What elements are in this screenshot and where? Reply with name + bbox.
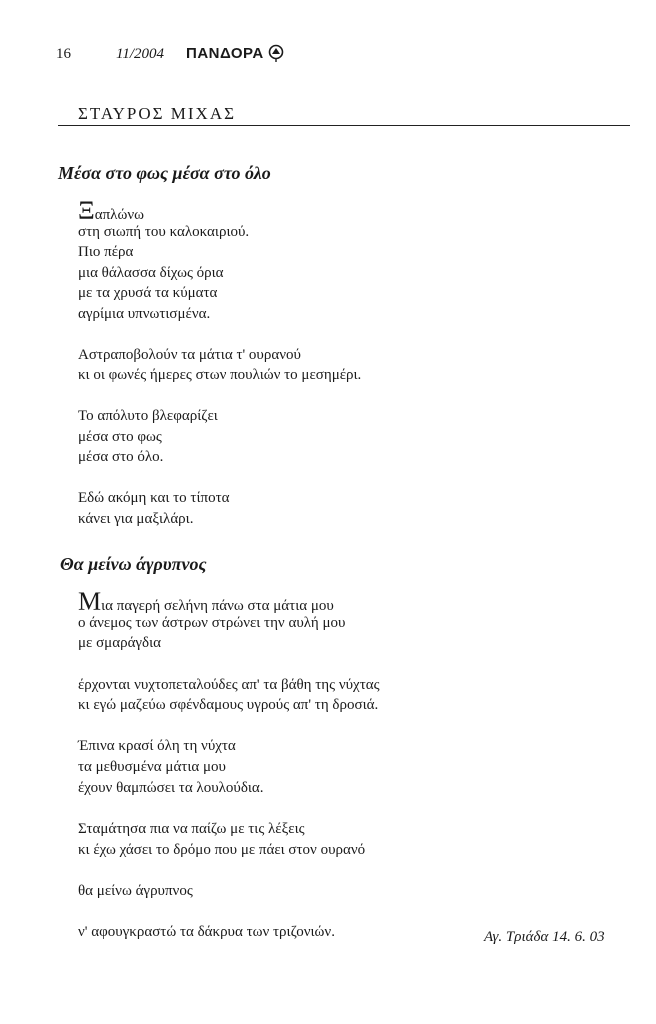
poem-body (78, 587, 380, 943)
stanza-break (78, 716, 380, 737)
stanza-break (78, 860, 380, 881)
poem-line: Ξαπλώνω (78, 196, 144, 225)
poem-line: Σταμάτησα πια να παίζω με τις λέξεις (78, 821, 305, 837)
poem-line: Αστραποβολούν τα μάτια τ' ουρανού (78, 346, 301, 363)
stanza-break (78, 799, 380, 820)
poem-line: μέσα στο όλο. (78, 449, 164, 465)
poem-line: θα μείνω άγρυπνος (78, 882, 193, 899)
poem-line: αγρίμια υπνωτισμένα. (78, 305, 211, 322)
page-number: 16 (56, 46, 71, 62)
poem-line: στη σιωπή του καλοκαιριού. (78, 223, 250, 240)
stanza-break (78, 654, 380, 675)
header-divider (58, 125, 630, 126)
poem-line: με τα χρυσά τα κύματα (78, 285, 218, 301)
page-header (56, 40, 456, 70)
poem-line: Το απόλυτο βλεφαρίζει (78, 408, 218, 424)
author-name: ΣΤΑΥΡΟΣ ΜΙΧΑΣ (78, 104, 236, 123)
poem-line: μια θάλασσα δίχως όρια (78, 264, 224, 281)
pandora-box-icon (268, 44, 284, 62)
drop-cap: Μ (78, 587, 102, 616)
poem-line: Έπινα κρασί όλη τη νύχτα (78, 738, 236, 755)
stanza-break (78, 468, 361, 489)
poem-line: έρχονται νυχτοπεταλούδες απ' τα βάθη της νύχτας (78, 676, 380, 693)
drop-cap: Ξ (78, 196, 95, 225)
poem-line: κι εγώ μαζεύω σφένδαμους υγρούς απ' τη δροσιά. (78, 697, 379, 714)
poem-line: με σμαράγδια (78, 635, 162, 652)
poem-line: Εδώ ακόμη και το τίποτα (78, 490, 230, 506)
stanza-break (78, 902, 380, 923)
poem-line: έχουν θαμπώσει τα λουλούδια. (78, 779, 264, 796)
stanza-break (78, 324, 361, 345)
poem-line: κάνει για μαξιλάρι. (78, 510, 194, 527)
poem-line: κι έχω χάσει το δρόμο που με πάει στον ουρανό (78, 841, 366, 858)
magazine-logo (186, 44, 284, 62)
poem-title: Μέσα στο φως μέσα στο όλο (58, 163, 271, 183)
poem-body (78, 196, 362, 529)
poem-title: Θα μείνω άγρυπνος (60, 554, 207, 574)
stanza-break (78, 386, 361, 407)
poem-line: Μια παγερή σελήνη πάνω στα μάτια μου (78, 587, 334, 616)
poem-line: ο άνεμος των άστρων στρώνει την αυλή μου (78, 614, 346, 631)
poem-line: μέσα στο φως (78, 428, 162, 445)
poem-line: κι οι φωνές ήμερες στων πουλιών το μεσημέρι. (78, 367, 362, 383)
logo-text: ΠΑΝΔΟΡΑ (186, 45, 264, 62)
poem-line: τα μεθυσμένα μάτια μου (78, 759, 226, 776)
poem-line: ν' αφουγκραστώ τα δάκρυα των τριζονιών. (78, 924, 335, 941)
poem-line: Πιο πέρα (78, 244, 134, 260)
place-date-signature: Αγ. Τριάδα 14. 6. 03 (484, 929, 605, 945)
issue-date: 11/2004 (116, 46, 165, 62)
